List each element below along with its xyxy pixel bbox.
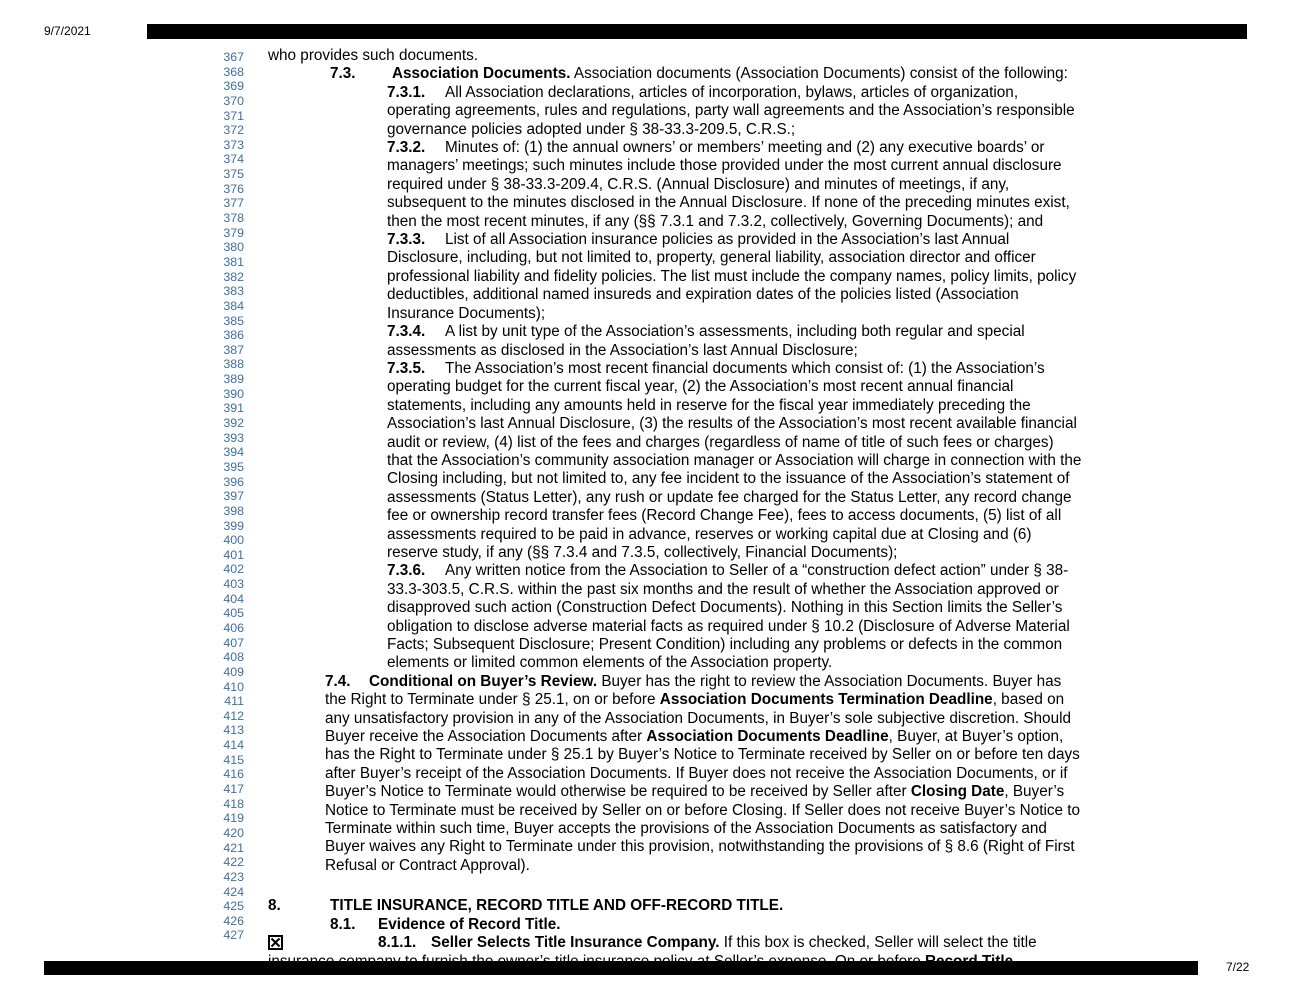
deadline-term: Association Documents Deadline — [646, 728, 889, 746]
section-title: Seller Selects Title Insurance Company. — [431, 934, 720, 952]
line-number: 391 — [223, 401, 244, 416]
line-number: 378 — [223, 211, 244, 226]
line-number: 406 — [223, 620, 244, 635]
line-number: 414 — [223, 738, 244, 753]
section-text: If this box is checked, Seller will select the title — [723, 934, 1037, 952]
section-title: Evidence of Record Title. — [378, 915, 561, 933]
header-date: 9/7/2021 — [44, 24, 91, 38]
line-number: 409 — [223, 664, 244, 679]
line-number: 410 — [223, 679, 244, 694]
line-number: 404 — [223, 591, 244, 606]
line-number: 369 — [223, 79, 244, 94]
section-title: TITLE INSURANCE, RECORD TITLE AND OFF-RECORD TITLE. — [330, 897, 784, 915]
section-7-3-2 — [268, 139, 1083, 231]
section-number: 7.4. — [325, 672, 351, 690]
line-number: 405 — [223, 606, 244, 621]
section-number: 8. — [268, 897, 281, 915]
line-number: 371 — [223, 108, 244, 123]
section-8 — [268, 897, 1083, 915]
line-number: 375 — [223, 167, 244, 182]
section-number: 7.3. — [330, 65, 356, 83]
line-number: 415 — [223, 752, 244, 767]
section-7-3-3 — [268, 231, 1083, 323]
line-number: 400 — [223, 533, 244, 548]
deadline-term: Closing Date — [910, 783, 1005, 801]
line-number: 422 — [223, 855, 244, 870]
section-7-4 — [268, 673, 1083, 875]
section-text: The Association’s most recent financial documents which consist of: (1) the Association’s operating budget for the current fiscal year, (2) the Association’s most recent annual financial statements, including any amounts held in reserve for the fiscal year immediately preceding the Association’s last Annual Disclosure, (3) the results of the Association’s most recent available financial audit or review, (4) list of the fees and charges (regardless of name of title of such fees or charges) that the Association’s community association manager or Association will charge in connection with the Closing including, but not limited to, any fee incident to the issuance of the Association’s statement of assessments (Status Letter), any rush or update fee charged for the Status Letter, any record change fee or ownership record transfer fees (Record Change Fee), fees to access documents, (5) list of all assessments required to be paid in advance, reserves or working capital due at Closing and (6) reserve study, if any (§§ 7.3.4 and 7.3.5, collectively, Financial Documents); — [387, 359, 1082, 561]
section-8-1 — [268, 916, 1083, 934]
line-number: 395 — [223, 459, 244, 474]
line-number: 389 — [223, 372, 244, 387]
section-text: Minutes of: (1) the annual owners’ or members’ meeting and (2) any executive boards’ or managers’ meetings; such minutes include those provided under the most current annual disclosure required under § 38-33.3-209.4, C.R.S. (Annual Disclosure) and minutes of meetings, if any, subsequent to the minutes disclosed in the Annual Disclosure. If none of the preceding minutes exist, then the most recent minutes, if any (§§ 7.3.1 and 7.3.2, collectively, Governing Documents); and — [387, 139, 1070, 230]
section-text: A list by unit type of the Association’s assessments, including both regular and special assessments as disclosed in the Association’s last Annual Disclosure; — [387, 323, 1025, 359]
line-number: 367 — [223, 50, 244, 64]
line-number: 393 — [223, 430, 244, 445]
line-number: 417 — [223, 782, 244, 797]
line-number: 408 — [223, 650, 244, 665]
section-text: All Association declarations, articles of incorporation, bylaws, articles of organization, operating agreements, rules and regulations, party wall agreements and the Association’s responsible governance policies adopted under § 38-33.3-209.5, C.R.S.; — [387, 83, 1075, 138]
section-text: List of all Association insurance policies as provided in the Association’s last Annual Disclosure, including, but not limited to, property, general liability, association director and officer professional liability and fidelity policies. The list must include the company names, policy limits, policy deductibles, additional named insureds and expiration dates of the policies listed (Association Insurance Documents); — [387, 231, 1077, 322]
document-body — [268, 47, 1083, 971]
line-number: 374 — [223, 152, 244, 167]
line-number: 373 — [223, 137, 244, 152]
line-number: 421 — [223, 840, 244, 855]
section-number: 7.3.6. — [387, 562, 426, 580]
section-7-3-4 — [268, 323, 1083, 360]
line-number: 420 — [223, 825, 244, 840]
line-number: 426 — [223, 913, 244, 928]
line-number: 407 — [223, 635, 244, 650]
section-7-3 — [268, 65, 1083, 83]
section-7-3-1 — [268, 84, 1083, 139]
line-number: 392 — [223, 416, 244, 431]
section-title: Association Documents. — [392, 65, 571, 83]
line-number: 368 — [223, 64, 244, 79]
line-number: 379 — [223, 225, 244, 240]
line-number: 390 — [223, 386, 244, 401]
deadline-term: Association Documents Termination Deadline — [659, 691, 993, 709]
line-number: 394 — [223, 445, 244, 460]
section-number: 7.3.4. — [387, 323, 426, 341]
section-text: , based on any unsatisfactory provision in any of the Association Documents, in Buyer’s sole subjective discretion. Should Buyer receive the Association Documents after — [325, 691, 1071, 746]
section-number: 7.3.1. — [387, 83, 426, 101]
line-number: 372 — [223, 123, 244, 138]
line-number: 387 — [223, 342, 244, 357]
line-numbers — [208, 50, 244, 943]
section-7-3-6 — [268, 562, 1083, 672]
line-number: 384 — [223, 298, 244, 313]
line-number: 413 — [223, 723, 244, 738]
line-number: 401 — [223, 547, 244, 562]
line-number: 427 — [223, 928, 244, 943]
section-number: 7.3.5. — [387, 359, 426, 377]
line-number: 423 — [223, 869, 244, 884]
line-number: 411 — [224, 694, 244, 709]
line-number: 418 — [223, 796, 244, 811]
section-text: Buyer has the right to review the Association Documents. Buyer has the Right to Terminate under § 25.1, on or before — [325, 672, 1062, 709]
line-number: 385 — [223, 313, 244, 328]
line-number: 419 — [223, 811, 244, 826]
section-text: , Buyer’s Notice to Terminate must be received by Seller on or before Closing. If Seller does not receive Buyer’s Notice to Terminate within such time, Buyer accepts the provisions of the Association Documents as satisfactory and Buyer waives any Right to Terminate under this provision, notwithstanding the provisions of § 8.6 (Right of First Refusal or Contract Approval). — [325, 783, 1081, 874]
section-number: 8.1.1. — [378, 934, 417, 952]
line-number: 425 — [223, 899, 244, 914]
footer-bar — [44, 961, 1198, 975]
line-number: 397 — [223, 489, 244, 504]
section-text: , Buyer, at Buyer’s option, has the Right to Terminate under § 25.1 by Buyer’s Notice to Terminate received by Seller on or before ten days after Buyer’s receipt of the Association Documents. If Buyer does not receive the Association Documents, or if Buyer’s Notice to Terminate would otherwise be required to be received by Seller after — [325, 728, 1080, 801]
section-number: 7.3.2. — [387, 139, 426, 157]
line-number: 424 — [223, 884, 244, 899]
line-number: 398 — [223, 503, 244, 518]
page-number: 7/22 — [1226, 960, 1250, 974]
line-number: 380 — [223, 240, 244, 255]
section-7-3-5 — [268, 360, 1083, 562]
section-text: Association documents (Association Documents) consist of the following: — [570, 65, 1068, 83]
section-text: Any written notice from the Association to Seller of a “construction defect action” under § 38-33.3-303.5, C.R.S. within the past six months and the result of whether the Association approved or disapproved such action (Construction Defect Documents). Nothing in this Section limits the Seller’s obligation to disclose adverse material facts as required under § 10.2 (Disclosure of Adverse Material Facts; Subsequent Disclosure; Present Condition) including any problems or defects in the common elements or limited common elements of the Association property. — [387, 562, 1070, 672]
line-number: 412 — [223, 708, 244, 723]
line-number: 382 — [223, 269, 244, 284]
line-number: 399 — [223, 518, 244, 533]
line-number: 416 — [223, 767, 244, 782]
section-number: 8.1. — [330, 915, 356, 933]
header-bar — [147, 24, 1247, 39]
line-number: 381 — [223, 254, 244, 269]
line-number: 388 — [223, 357, 244, 372]
line-number: 376 — [223, 181, 244, 196]
seller-selects-title-checkbox[interactable] — [268, 935, 283, 950]
line-number: 383 — [223, 284, 244, 299]
intro-paragraph: who provides such documents. — [268, 47, 479, 64]
line-number: 386 — [223, 328, 244, 343]
section-title: Conditional on Buyer’s Review. — [369, 672, 598, 690]
line-number: 403 — [223, 577, 244, 592]
line-number: 370 — [223, 93, 244, 108]
line-number: 402 — [223, 562, 244, 577]
line-number: 377 — [223, 196, 244, 211]
line-number: 396 — [223, 474, 244, 489]
section-number: 7.3.3. — [387, 231, 426, 249]
